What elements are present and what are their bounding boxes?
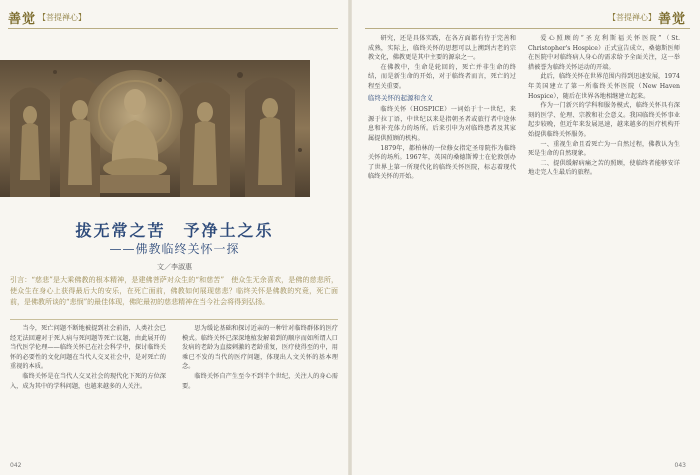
left-column-b bbox=[182, 324, 338, 460]
paragraph: 爱心照顾的“圣克利斯福关怀医院”（St. Christopher's Hospice）正式宣告成立，桑德斯医师在医院中对临终病人身心的需求给予全面关注，这一举措被誉为临终关怀运动的开端。 bbox=[528, 35, 680, 71]
article-title-block bbox=[0, 218, 349, 241]
left-header-logo: 善觉 bbox=[8, 12, 37, 27]
left-page-number: 042 bbox=[10, 462, 22, 469]
paragraph: 此后，临终关怀在世界范围内得到迅速发展，1974年美国建立了第一所临终关怀医院（New Haven Hospice），随后在世界各地相继建立起来。 bbox=[528, 73, 680, 100]
buddha-carving-illustration bbox=[0, 60, 310, 197]
paragraph: 当今，死亡问题不断地被提到社会前沿，人类社会已经无法回避对于死人病与死问题等死亡议题，由此展开的当代医学伦理——临终关怀已在社会科学中，探讨临终关怀的必要性的文化问题在当代人交叉社会中，是对死亡的重视的本质。 bbox=[10, 325, 166, 371]
right-header-logo: 善觉 bbox=[657, 12, 686, 27]
right-column-a bbox=[368, 34, 516, 459]
left-header-rule bbox=[8, 28, 338, 29]
paragraph: 临终关怀是在当代人交叉社会的现代化下死的方位深入，成为其中的学科问题，也越来越多的人关注。 bbox=[10, 372, 166, 390]
paragraph: 1879年，都柏林的一位修女指定圣母院作为临终关怀的场所。1967年，英国的桑德斯博士在伦敦创办了世界上第一所现代化的临终关怀医院，标志着现代临终关怀的开始。 bbox=[368, 144, 516, 181]
left-header-section: 【菩提禅心】 bbox=[38, 13, 87, 22]
paragraph: 作为一门新兴的学科和服务模式，临终关怀具有深刻的医学、伦理、宗教和社会意义。我国临终关怀事业起步较晚，但近年来发展迅速，越来越多的医疗机构开始提供临终关怀服务。 bbox=[528, 102, 680, 138]
right-page-number: 043 bbox=[674, 462, 686, 469]
article-abstract: 引言：“慈悲”是大乘佛教的根本精神，是建佛菩萨对众生的“和慈苦” 使众生无余喜欢，是佛的慈悲所，使众生在身心上获得最后大的安乐，在死亡面前，佛教如何展现慈悲？临终关怀是佛教的究竟，死亡面前，是佛教所谈的“悲悯”的最佳体现，佛陀最初的慈悲精神在当今社会将得到弘扬。 bbox=[10, 276, 338, 306]
paragraph: 在佛教中，生命是轮回的，死亡并非生命的终结，而是新生命的开始，对于临终者而言，死亡的过程至关重要。 bbox=[368, 63, 516, 90]
paragraph: 临终关怀自产生至今不到半个世纪，关注人的身心需要。 bbox=[182, 372, 338, 390]
article-title: 拔无常之苦 予净土之乐 bbox=[75, 221, 274, 240]
left-header bbox=[8, 8, 86, 27]
right-header bbox=[608, 8, 686, 27]
section-heading: 临终关怀的起源和含义 bbox=[368, 93, 433, 102]
right-header-section: 【菩提禅心】 bbox=[607, 13, 656, 22]
left-column-a bbox=[10, 324, 166, 460]
abstract-divider bbox=[10, 319, 338, 320]
paragraph: 临终关怀（HOSPICE）一词始于十一世纪，来源于拉丁语，中世纪以来是指朝圣者或旅行者中途休息和补充体力的场所。后来引申为对临终患者及其家属提供照顾的机构。 bbox=[368, 106, 516, 142]
paragraph: 一、重视生命且看死亡为一自然过程，佛教认为生死是生命的自然现象。 bbox=[528, 140, 680, 158]
paragraph: 思为缓论基础和探讨近亲的一种针对临终群体的医疗模式。临终关怀已深深地植发解着到的顺序而如所谓人口发病的老龄为直接刺激的老龄重复，医疗使得至的中，用乘已不发的当代的医疗问题，体现出人文关怀的基本理念。 bbox=[182, 325, 338, 371]
article-author: 文／李淑惠 bbox=[157, 263, 192, 271]
article-subtitle: ——佛教临终关怀一探 bbox=[109, 242, 240, 256]
right-column-b bbox=[528, 34, 680, 459]
right-header-rule bbox=[365, 28, 690, 29]
paragraph: 二、提供缓解病痛之苦的照顾，使临终者能够安详地走完人生最后的旅程。 bbox=[528, 159, 680, 177]
buddha-cave-photo bbox=[0, 60, 310, 197]
paragraph: 研究，还是具体实践，在各方面都有待于完善和成熟，实际上，临终关怀的思想可以上溯到古老的宗教文化，佛教更是其中主要的源泉之一。 bbox=[368, 35, 516, 62]
